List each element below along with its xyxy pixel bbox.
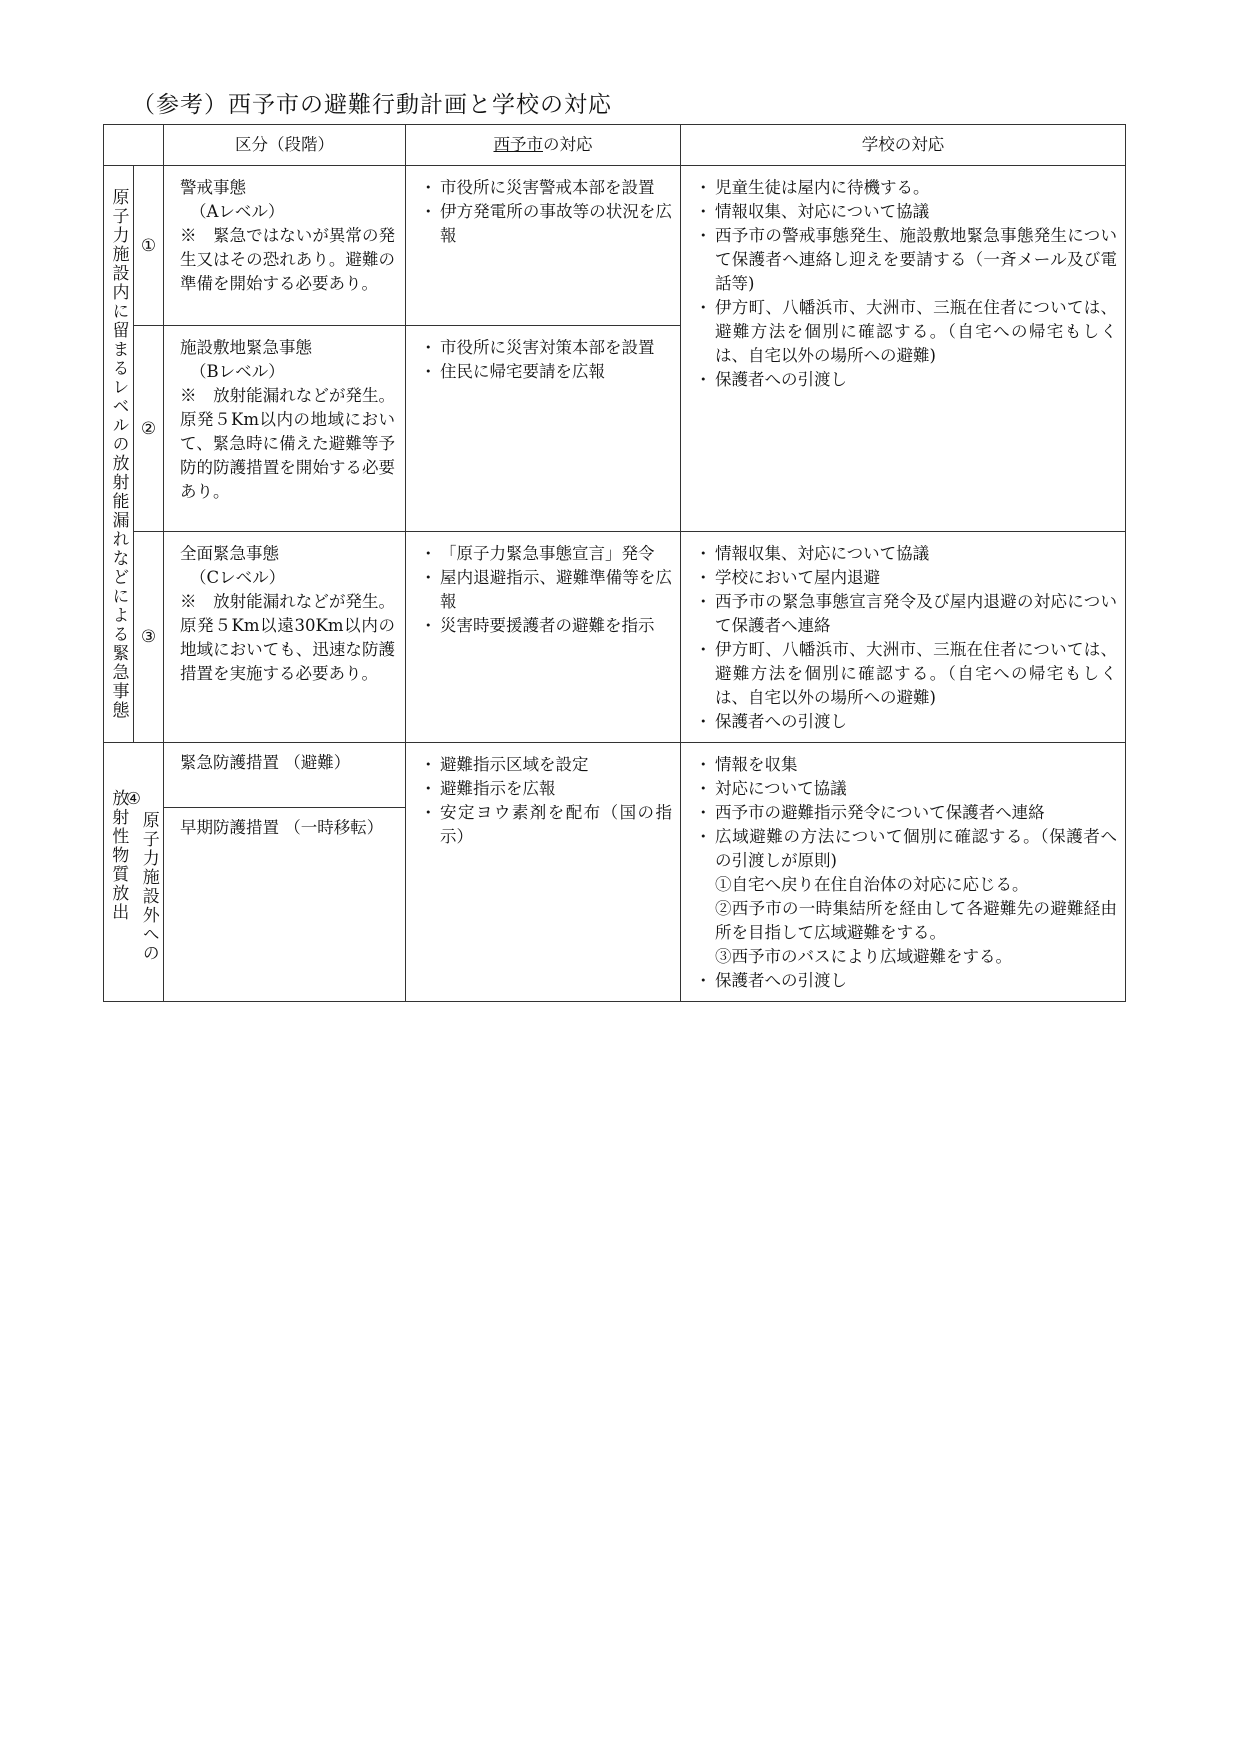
list-item: ・ 住民に帰宅要請を広報 (420, 360, 672, 384)
list-item: ・ 学校において屋内退避 (695, 566, 1117, 590)
list-item: ・ 「原子力緊急事態宣言」発令 (420, 542, 672, 566)
list-item: ・ 児童生徒は屋内に待機する。 (695, 176, 1117, 200)
table-row (104, 743, 1126, 808)
row-number: ③ (134, 532, 164, 743)
category-name: 警戒事態 (180, 178, 246, 197)
list-item: ・ 避難指示区域を設定 (420, 753, 672, 777)
measure-name: 緊急防護措置 (180, 753, 279, 772)
table-row (104, 532, 1126, 743)
category-level: （Bレベル） (190, 362, 285, 381)
header-city (406, 125, 681, 166)
city-cell (406, 532, 681, 743)
measure-sub: （一時移転） (284, 817, 384, 837)
category-note: ※ 緊急ではないが異常の発生又はその恐れあり。避難の準備を開始する必要あり。 (180, 226, 395, 293)
list-item: ・ 保護者への引渡し (695, 368, 1117, 392)
school-cell (681, 532, 1126, 743)
list-item: ・ 情報を収集 (695, 753, 1117, 777)
row-number: ② (134, 326, 164, 532)
list-item: ・ 情報収集、対応について協議 (695, 200, 1117, 224)
list-item: ・ 避難指示を広報 (420, 777, 672, 801)
group2-label-cell (104, 743, 164, 1002)
category-cell (164, 743, 406, 808)
list-subitem: ②西予市の一時集結所を経由して各避難先の避難経由所を目指して広域避難をする。 (715, 899, 1117, 942)
category-cell (164, 807, 406, 1001)
list-item: ・ 広域避難の方法について個別に確認する。（保護者への引渡しが原則) (695, 825, 1117, 873)
header-city-name: 西予市 (493, 135, 543, 154)
city-cell (406, 743, 681, 1002)
list-item: ・ 市役所に災害警戒本部を設置 (420, 176, 672, 200)
list-item: ・ 西予市の警戒事態発生、施設敷地緊急事態発生について保護者へ連絡し迎えを要請する（一斉メール及び電話等) (695, 224, 1117, 296)
measure-sub: （避難） (284, 753, 351, 772)
list-item: ・ 保護者への引渡し (695, 710, 1117, 734)
list-item: ・ 西予市の避難指示発令について保護者へ連絡 (695, 801, 1117, 825)
group2-number: ④ (126, 789, 141, 808)
category-name: 全面緊急事態 (180, 544, 279, 563)
header-category: 区分（段階） (164, 125, 406, 166)
header-school: 学校の対応 (681, 125, 1126, 166)
category-cell (164, 326, 406, 532)
school-cell (681, 166, 1126, 532)
group1-vertical-label: 原子力施設内に留まるレベルの放射能漏れなどによる緊急事態 (108, 188, 129, 720)
list-item: ・ 市役所に災害対策本部を設置 (420, 336, 672, 360)
measure-name: 早期防護措置 (180, 817, 279, 837)
category-level: （Cレベル） (190, 568, 286, 587)
category-note: ※ 放射能漏れなどが発生。原発５Km以内の地域において、緊急時に備えた避難等予防的防護措置を開始する必要あり。 (180, 386, 395, 501)
list-item: ・ 西予市の緊急事態宣言発令及び屋内退避の対応について保護者へ連絡 (695, 590, 1117, 638)
table-row (104, 166, 1126, 326)
category-level: （Aレベル） (190, 202, 285, 221)
list-subitem: ③西予市のバスにより広域避難をする。 (715, 947, 1012, 966)
header-blank (104, 125, 164, 166)
category-cell (164, 532, 406, 743)
list-item: ・ 保護者への引渡し (695, 969, 1117, 993)
city-cell (406, 326, 681, 532)
list-item: ・ 伊方町、八幡浜市、大洲市、三瓶在住者については、避難方法を個別に確認する。（自宅への帰宅もしくは、自宅以外の場所への避難) (695, 296, 1117, 368)
city-cell (406, 166, 681, 326)
group1-label-cell (104, 166, 134, 743)
category-cell (164, 166, 406, 326)
header-city-suffix: の対応 (543, 135, 593, 154)
list-item: ・ 情報収集、対応について協議 (695, 542, 1117, 566)
list-item: ・ 伊方町、八幡浜市、大洲市、三瓶在住者については、避難方法を個別に確認する。（自宅への帰宅もしくは、自宅以外の場所への避難) (695, 638, 1117, 710)
list-item: ・ 伊方発電所の事故等の状況を広報 (420, 200, 672, 248)
list-item: ・ 対応について協議 (695, 777, 1117, 801)
group2-vertical-label-1: 原子力施設外への (138, 811, 159, 963)
school-cell (681, 743, 1126, 1002)
list-item: ・ 安定ヨウ素剤を配布（国の指示） (420, 801, 672, 849)
list-item: ・ 災害時要援護者の避難を指示 (420, 614, 672, 638)
list-item: ・ 屋内退避指示、避難準備等を広報 (420, 566, 672, 614)
category-name: 施設敷地緊急事態 (180, 338, 312, 357)
category-note: ※ 放射能漏れなどが発生。原発５Km以遠30Km以内の地域においても、迅速な防護措置を実施する必要あり。 (180, 592, 395, 683)
page-title: （参考）西予市の避難行動計画と学校の対応 (132, 92, 612, 118)
group2-vertical-label-2: 放射性物質放出 (108, 789, 129, 922)
list-subitem: ①自宅へ戻り在住自治体の対応に応じる。 (715, 875, 1029, 894)
header-row (104, 125, 1126, 166)
evacuation-table (103, 124, 1126, 1002)
row-number: ① (134, 166, 164, 326)
